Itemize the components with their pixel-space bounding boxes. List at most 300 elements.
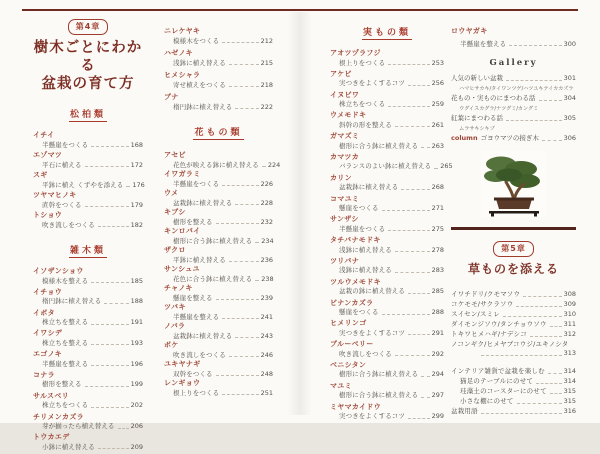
leader-line [126,186,130,187]
kusamono-label: トキワヒメハギ/ナデシコ [451,329,527,338]
toc-entry [33,309,143,327]
toc-entry [330,132,444,150]
extra-label: 小さな棚にのせて [460,396,514,405]
entry-desc: 樹形に合う鉢に植え替える [339,141,419,150]
gallery-item-species: ハマヒサカキ/タイワンツゲ/ハツユキテイカカズラ [459,86,574,92]
toc-list-zoki [33,267,143,451]
chapter4-title-line1: 樹木ごとにわかる [33,40,143,74]
toc-list-mimono [330,49,453,421]
leader-line [506,80,562,81]
toc-entry [330,299,444,317]
entry-name: ツルウメモドキ [330,277,381,286]
toc-entry [330,278,444,296]
entry-name: ボケ [164,341,179,349]
toc-entry [330,257,444,275]
entry-desc: 浅鉢に植え替える [339,266,392,275]
section-heading-hanamono: 花もの類 [193,125,243,140]
kusamono-row [451,300,576,309]
toc-entry [164,265,273,283]
column-note-row [451,134,576,143]
toc-entry [330,195,444,213]
entry-page-number: 176 [132,180,145,189]
kusamono-label: スイセン/スミレ [451,309,500,318]
leader-line [222,185,258,186]
extra-row [451,397,576,406]
leader-line [401,189,429,190]
toc-entry [33,413,143,431]
toc-entry [33,151,143,169]
leader-line [408,293,430,294]
entry-page-number: 301 [563,74,576,82]
toc-entry [330,91,444,109]
entry-page-number: 256 [431,79,444,88]
entry-page-number: 288 [431,308,444,317]
entry-desc: 小鉢に植え替える [42,442,95,451]
entry-name: アセビ [164,151,186,159]
leader-line [216,375,259,376]
leader-line [421,376,429,377]
entry-page-number: 185 [130,276,143,285]
toc-entry [164,49,273,67]
entry-page-number: 179 [130,200,143,209]
entry-page-number: 315 [563,396,576,405]
column-note-label: ゴヨウマツの接ぎ木 [480,134,539,142]
entry-desc: 模様木をつくる [173,36,220,45]
extras-list [451,367,576,416]
extra-row [451,407,576,416]
entry-page-number: 311 [563,319,576,328]
toc-entry [33,371,143,389]
entry-page-number: 265 [440,162,453,171]
toc-entry [164,170,273,188]
leader-line [216,299,259,300]
leader-line [255,280,259,281]
leader-line [216,223,259,224]
leader-line [550,393,562,394]
leader-line [382,210,430,211]
entry-page-number: 239 [260,293,273,302]
entry-page-number: 248 [260,369,273,378]
leader-line [503,316,562,317]
entry-name: イワシデ [33,329,63,338]
entry-desc: 半懸崖をつくる [42,140,89,149]
entry-page-number: 236 [260,255,273,264]
kusamono-label: イワチドリ/クモマソウ [451,289,521,298]
entry-desc: バランスのよい鉢に植え替える [339,162,432,171]
entry-name: スギ [33,171,48,179]
leader-line [388,230,429,231]
column-2 [164,0,281,398]
entry-desc: 寄せ植えをつくる [173,80,226,89]
leader-line [509,45,561,46]
extra-label: インテリア雑貨で盆栽を楽しむ [451,366,545,375]
entry-desc: 樹形に合う鉢に植え替える [339,370,419,379]
entry-desc: 芽が揃ったら植え替える [42,422,115,431]
gallery-item [451,74,576,92]
entry-name: ウメモドキ [330,111,367,120]
entry-desc: 平鉢に植え替える [173,255,226,264]
entry-desc: 根上りをつくる [339,58,386,67]
entry-page-number: 172 [130,160,143,169]
entry-page-number: 308 [563,289,576,298]
leader-line [229,261,259,262]
leader-line [395,251,430,252]
entry-desc: 吹き流しをつくる [42,220,95,229]
leader-line [408,418,430,419]
entry-desc: 樹形を整える [42,380,82,389]
leader-line [395,126,430,127]
entry-page-number: 191 [130,318,143,327]
entry-name: ビナンカズラ [330,298,374,307]
entry-name: コマユミ [330,194,360,203]
entry-name: チャノキ [164,284,193,292]
leader-line [548,373,562,374]
entry-page-number: 212 [260,36,273,45]
toc-entry [330,70,444,88]
entry-desc: 盆栽の鉢に植え替える [339,287,405,296]
extra-row [451,377,576,386]
toc-entry [33,350,143,368]
bonsai-photo [451,151,576,221]
leader-line [506,120,562,121]
leader-line [542,140,562,141]
leader-line [222,318,258,319]
entry-desc: 半懸崖を整える [42,359,89,368]
toc-entry [164,360,273,378]
leader-line [118,428,129,429]
entry-page-number: 268 [431,183,444,192]
entry-name: イチイ [33,131,55,139]
entry-name: カマツカ [330,152,359,161]
entry-name: ツリバナ [330,256,359,265]
entry-page-number: 206 [130,422,143,431]
entry-page-number: 234 [261,236,274,245]
leader-line [481,355,562,356]
chapter5-title: 草ものを添える [467,261,559,276]
entry-name: サルスベリ [33,391,69,400]
entry-page-number: 224 [267,160,281,169]
toc-entry [330,382,444,400]
gallery-item-label: 紅葉にまつわる話 [451,114,503,122]
toc-entry-rouyagaki [451,27,576,48]
chapter4-title-line2: 盆栽の育て方 [41,76,135,92]
leader-line [85,206,129,207]
entry-name: アケビ [330,69,352,78]
entry-name: キンロバイ [164,227,201,235]
entry-desc: 浅鉢に植え替える [173,58,226,67]
toc-entry [33,288,143,306]
toc-entry [330,403,444,421]
entry-name: ロウヤガキ [451,27,488,35]
gallery-item-species: ムラサキシキブ [459,126,495,132]
kusamono-row [451,340,576,358]
entry-page-number: 209 [130,442,143,451]
entry-name: ハゼノキ [164,49,193,57]
leader-line [481,413,562,414]
section-heading-shohaku: 松柏類 [69,107,107,122]
toc-entry [33,433,143,451]
entry-page-number: 278 [431,245,444,254]
entry-page-number: 196 [130,359,143,368]
toc-entry [33,191,143,209]
entry-desc: 吹き流しをつくる [173,350,226,359]
entry-page-number: 271 [431,204,444,213]
entry-name: イヌビワ [330,90,360,99]
entry-name: エゴノキ [33,350,62,359]
entry-name: ヒメリンゴ [330,319,367,328]
toc-list-zoki-continued [164,27,273,111]
toc-entry [330,49,444,67]
entry-desc: 盆栽鉢に植え替える [339,183,399,192]
entry-desc: 株立ちをつくる [42,401,89,410]
entry-page-number: 238 [261,274,274,283]
leader-line [434,168,438,169]
leader-line [222,42,258,43]
leader-line [408,85,430,86]
entry-desc: 懸崖をつくる [339,308,379,317]
leader-line [539,100,562,101]
entry-name: サンザシ [330,215,359,224]
entry-page-number: 314 [563,366,576,375]
entry-desc: 半懸崖を整える [173,312,220,321]
entry-page-number: 232 [260,217,273,226]
toc-entry [164,227,273,245]
entry-desc: 半懸崖をつくる [339,224,386,233]
entry-page-number: 275 [431,224,444,233]
entry-desc: 根上りをつくる [173,388,220,397]
column-3 [330,0,453,423]
chapter4-title [33,39,143,93]
entry-desc: 半懸崖をつくる [173,179,220,188]
entry-page-number: 312 [563,329,576,338]
leader-line [530,336,562,337]
toc-entry [164,303,273,321]
extra-label: 珪藻土のコースターにのせて [460,386,547,395]
entry-desc: 株立ちをつくる [339,100,386,109]
entry-name: イボタ [33,308,55,317]
entry-page-number: 259 [431,100,444,109]
entry-desc: 株立ちを整える [42,318,89,327]
kusamono-row [451,310,576,319]
chapter4-badge-row [33,14,143,35]
gallery-item-label: 人気の新しい盆栽 [451,74,503,82]
entry-desc: 樹形を整える [173,217,213,226]
leader-line [229,86,259,87]
toc-entry [164,208,273,226]
entry-page-number: 253 [431,58,444,67]
entry-desc: 平鉢に植え くずやを添える [42,180,124,189]
entry-desc: 盆栽鉢に植え替える [173,198,233,207]
entry-desc: 実つきをよくするコツ [339,412,405,421]
entry-desc: 実つきをよくするコツ [339,79,405,88]
entry-desc: 花色が映える鉢に植え替える [173,160,259,169]
leader-line [408,334,430,335]
toc-entry [33,329,143,347]
entry-desc: 楕円鉢に植え替える [42,297,102,306]
leader-line [91,282,128,283]
entry-name: マユミ [330,381,352,390]
entry-name: トショウ [33,211,63,219]
entry-desc: 株立ちを整える [42,338,89,347]
entry-name: ヒメシャラ [164,71,201,79]
leader-line [550,326,562,327]
entry-name: ガマズミ [330,132,360,141]
entry-page-number: 310 [563,309,576,318]
toc-entry [164,27,273,45]
section-heading-zoki: 雑木類 [69,243,107,258]
leader-line [421,147,429,148]
entry-page-number: 193 [130,338,143,347]
entry-desc: 半懸崖を整える [460,39,507,48]
entry-name: ブルーベリー [330,340,374,349]
leader-line [91,407,128,408]
entry-page-number: 226 [260,179,273,188]
column-note-prefix: column [451,134,478,142]
entry-desc: 楕円鉢に植え替える [173,102,233,111]
entry-desc: 平石に植える [42,160,82,169]
leader-line [395,355,430,356]
entry-page-number: 188 [130,297,143,306]
kusamono-list [451,290,576,358]
gallery-item-label: 花もの・実ものにまつわる話 [451,94,536,102]
entry-page-number: 243 [260,331,273,340]
leader-line [395,272,430,273]
entry-page-number: 297 [431,391,444,400]
toc-entry [164,151,281,169]
leader-line [91,324,128,325]
toc-entry [164,71,273,89]
entry-page-number: 314 [563,376,576,385]
entry-page-number: 263 [431,141,444,150]
entry-desc: 吹き流しをつくる [339,349,392,358]
leader-line [85,386,129,387]
leader-line [98,448,129,449]
section-heading-mimono: 実もの類 [362,25,412,40]
leader-line [382,314,430,315]
leader-line [98,226,129,227]
entry-desc: 花色に合う鉢に植え替える [173,274,253,283]
toc-entry [330,319,444,337]
toc-entry [330,215,444,233]
extra-row [451,367,576,376]
toc-entry [330,111,444,129]
entry-desc: 実つきをよくするコツ [339,328,405,337]
leader-line [388,64,429,65]
toc-entry [33,131,143,149]
entry-name: ニレケヤキ [164,27,201,35]
kusamono-label: ノコンギク/ヒメヤブコウジ/ユキノシタ [451,339,569,348]
entry-desc: 直幹をつくる [42,200,82,209]
kusamono-row [451,290,576,299]
leader-line [91,146,128,147]
entry-page-number: 215 [260,58,273,67]
entry-name: コナラ [33,370,55,379]
entry-page-number: 309 [563,299,576,308]
entry-desc: 斜幹の形を整える [339,120,392,129]
extra-row [451,387,576,396]
column-4 [451,0,576,417]
leader-line [229,356,259,357]
toc-entry [33,211,143,229]
leader-line [388,106,429,107]
entry-name: ベニシタン [330,360,367,369]
entry-page-number: 241 [260,312,273,321]
kusamono-row [451,330,576,339]
leader-line [229,64,259,65]
entry-page-number: 294 [431,370,444,379]
entry-name: チリメンカズラ [33,412,84,421]
leader-line [523,296,561,297]
leader-line [104,303,128,304]
entry-name: ノバラ [164,322,186,330]
entry-name: ユキヤナギ [164,360,201,368]
entry-page-number: 316 [563,406,576,415]
entry-name: アオツヅラフジ [330,49,381,57]
leader-line [517,403,562,404]
entry-name: エゾマツ [33,151,62,159]
chapter4-badge: 第4章 [68,19,109,35]
entry-page-number: 285 [431,287,444,296]
leader-line [235,108,258,109]
chapter5-divider-rule [451,227,576,230]
leader-line [91,344,128,345]
entry-desc: 樹形に合う鉢に植え替える [339,391,419,400]
leader-line [536,383,561,384]
gallery-heading: Gallery [489,58,538,68]
toc-entry [164,93,273,111]
toc-entry [164,246,273,264]
entry-page-number: 305 [563,114,576,122]
entry-name: イチョウ [33,287,62,296]
toc-entry [33,267,143,285]
entry-name: ブナ [164,93,179,101]
toc-list-hanamono [164,151,281,397]
chapter5-badge: 第5章 [493,241,534,257]
entry-name: レンギョウ [164,379,201,387]
toc-entry [164,189,273,207]
entry-desc: 模様木を整える [42,276,89,285]
entry-name: イワガラミ [164,170,201,178]
entry-name: タチバナモドキ [330,236,381,245]
extra-label: 盆栽用語 [451,406,478,415]
entry-page-number: 313 [563,348,576,357]
leader-line [235,337,258,338]
leader-line [91,365,128,366]
entry-page-number: 222 [260,102,273,111]
leader-line [85,166,129,167]
toc-entry [33,171,143,189]
toc-entry [330,361,444,379]
toc-entry [33,392,143,410]
entry-page-number: 304 [563,94,576,102]
entry-page-number: 228 [260,198,273,207]
entry-page-number: 300 [563,39,576,48]
kusamono-label: ダイモンジソウ/タンチョウソウ [451,319,547,328]
gallery-item [451,114,576,132]
leader-line [262,166,266,167]
entry-desc: 樹形に合う鉢に植え替える [173,236,253,245]
gallery-list [451,74,576,132]
entry-page-number: 168 [130,140,143,149]
entry-name: サンシュユ [164,265,200,273]
entry-name: ウメ [164,189,179,197]
toc-entry [164,379,273,397]
entry-page-number: 251 [260,388,273,397]
toc-entry [164,322,273,340]
entry-desc: 懸崖を整える [173,293,213,302]
entry-page-number: 283 [431,266,444,275]
entry-page-number: 246 [260,350,273,359]
